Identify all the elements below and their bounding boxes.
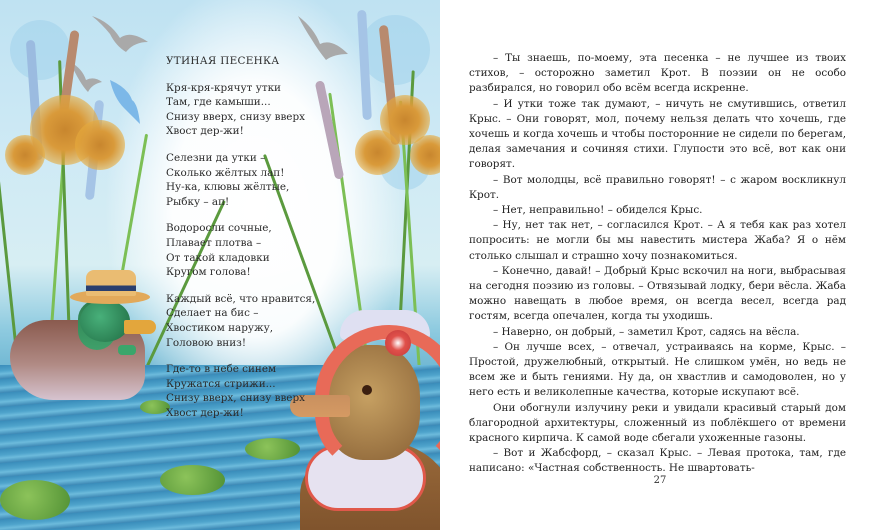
poem-line: Сколько жёлтых лап!: [166, 166, 285, 179]
lily-pad: [245, 438, 300, 460]
bird-icon: [90, 12, 150, 62]
poem-stanza: [166, 81, 356, 139]
hen-bonnet-pompom: [385, 330, 411, 356]
paragraph: – И утки тоже так думают, – ничуть не смутившись, ответил Крыс. – Они говорят, мол, почему нельзя делать что хочешь, где хочешь и когда хочешь и чтобы посторонние не сидели по берегам, делая замечания и сочиняя стихи. Глупости это всё, вот как они говорят.: [469, 97, 846, 171]
bird-icon: [108, 78, 142, 126]
drake-hat: [86, 270, 136, 296]
sky-bokeh: [360, 15, 430, 85]
reed-flower: [75, 120, 125, 170]
poem-line: Где-то в небе синем: [166, 363, 277, 376]
right-page-text: [440, 0, 880, 530]
reed-flower: [355, 130, 400, 175]
poem-line: Плавает плотва –: [166, 236, 262, 249]
poem-line: Рыбку – ап!: [166, 195, 230, 208]
poem-stanza: [166, 221, 356, 279]
paragraph: – Вот и Жабсфорд, – сказал Крыс. – Левая протока, там, где написано: «Частная собственность. Не швартовать-: [469, 447, 846, 475]
poem-line: Там, где камыши...: [166, 96, 271, 109]
prose-body: [469, 51, 846, 477]
poem-line: Хвостиком наружу,: [166, 321, 273, 334]
poem-line: Кругом голова!: [166, 266, 251, 279]
poem-line: Селезни да утки –: [166, 151, 266, 164]
poem: [166, 54, 356, 432]
poem-line: Хвост дер-жи!: [166, 125, 244, 138]
poem-line: Хвост дер-жи!: [166, 406, 244, 419]
poem-line: Снизу вверх, снизу вверх: [166, 110, 305, 123]
hen-eye: [362, 385, 372, 395]
drake-head: [80, 300, 130, 342]
poem-line: Каждый всё, что нравится,: [166, 292, 316, 305]
poem-line: От такой кладовки: [166, 251, 270, 264]
poem-line: Сделает на бис –: [166, 307, 259, 320]
paragraph: – Ты знаешь, по-моему, эта песенка – не лучшее из твоих стихов, – осторожно заметил Крот. В поэзии он не особо разбирался, но говорил обо всём всегда искренне.: [469, 52, 846, 95]
drake-beak: [124, 320, 156, 334]
poem-line: Головою вниз!: [166, 336, 246, 349]
page-number: 27: [653, 475, 667, 486]
paragraph: – Наверно, он добрый, – заметил Крот, садясь на вёсла.: [493, 325, 800, 338]
poem-line: Водоросли сочные,: [166, 222, 272, 235]
reed-flower: [5, 135, 45, 175]
paragraph: – Конечно, давай! – Добрый Крыс вскочил на ноги, выбрасывая на сегодня поэзию из головы. – Отвязывай лодку, бери вёсла. Жаба можно навещать в любое время, он всегда весел, всегда рад гостям, всегда опечален, когда ты уходишь.: [469, 264, 846, 323]
paragraph: – Вот молодцы, всё правильно говорят! – с жаром воскликнул Крот.: [469, 173, 846, 201]
drake-bow-tie: [118, 345, 136, 355]
paragraph: Они обогнули излучину реки и увидали красивый старый дом благородной архитектуры, сложенный из поблёкшего от времени красного кирпича. К самой воде сбегали ухоженные газоны.: [469, 401, 846, 445]
poem-line: Ну-ка, клювы жёлтые,: [166, 181, 290, 194]
paragraph: – Он лучше всех, – отвечал, устраиваясь на корме, Крыс. – Простой, дружелюбный, открытый. Не слишком умён, но ведь не всем же и быть гениями. Ну да, он хвастлив и самодоволен, но у него есть и великолепные качества, которые искупают всё.: [469, 340, 846, 399]
paragraph: – Ну, нет так нет, – согласился Крот. – А я тебя как раз хотел попросить: не могли бы мы навестить мистера Жаба? Я о нём столько слышал и страшно хочу познакомиться.: [469, 219, 846, 262]
paragraph: – Нет, неправильно! – обиделся Крыс.: [493, 204, 703, 217]
poem-stanza: [166, 292, 356, 350]
poem-stanza: [166, 362, 356, 420]
poem-line: Кря-кря-крячут утки: [166, 81, 281, 94]
poem-stanza: [166, 151, 356, 209]
poem-line: Кружатся стрижи...: [166, 377, 276, 390]
poem-line: Снизу вверх, снизу вверх: [166, 392, 305, 405]
lily-pad: [160, 465, 225, 495]
lily-pad: [0, 480, 70, 520]
poem-title: УТИНАЯ ПЕСЕНКА: [166, 55, 280, 67]
